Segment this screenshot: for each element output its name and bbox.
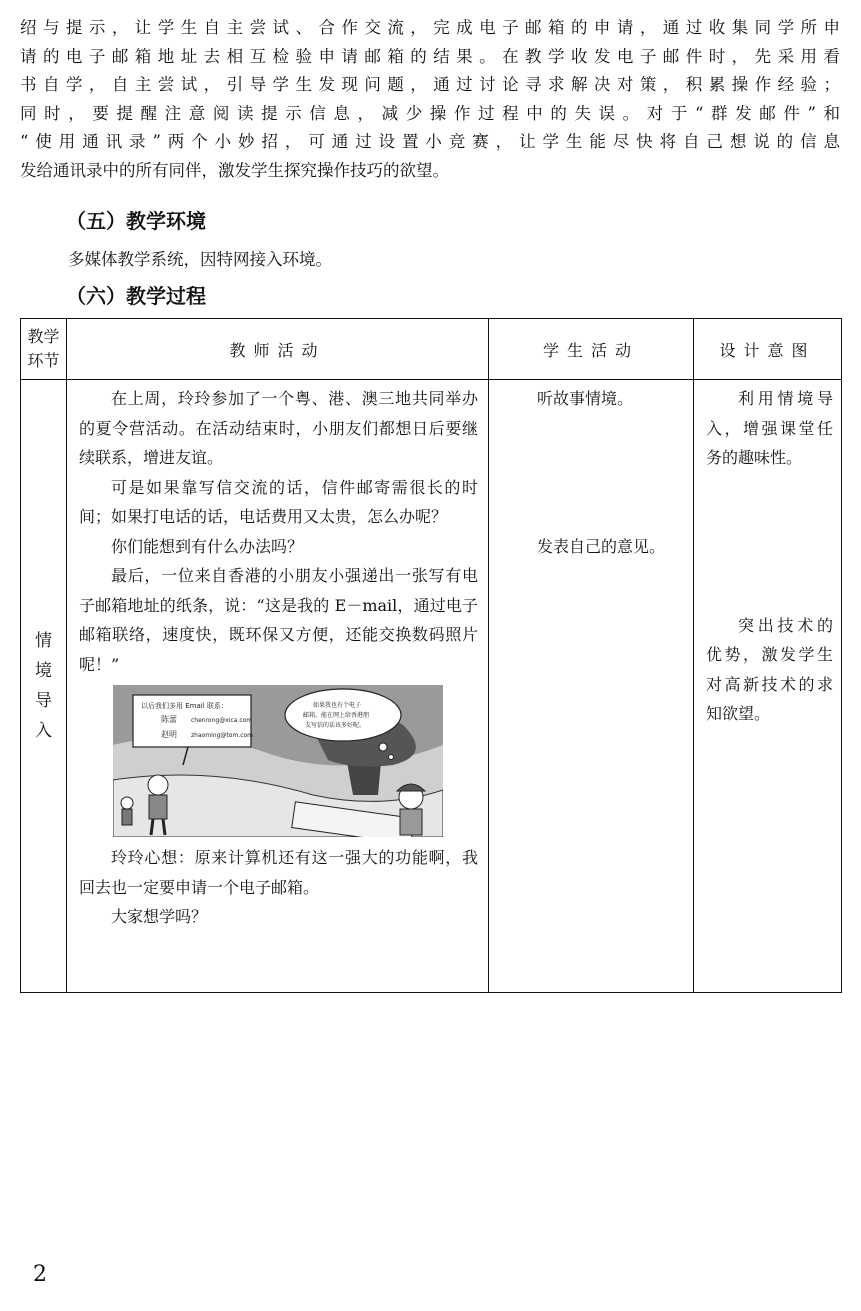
header-stage-line2: 环节 (27, 351, 60, 370)
comic-thought-line2: 邮箱，能在网上给香港朋 (303, 712, 370, 719)
student-activity-cell (489, 380, 694, 993)
teacher-paragraph-5: 玲玲心想：原来计算机还有这一强大的功能啊，我回去也一定要申请一个电子邮箱。 (79, 848, 478, 897)
comic-thought-line3: 友写信的话该多好呢。 (305, 722, 366, 729)
design-intent-cell (694, 380, 842, 993)
stage-cell (21, 380, 67, 993)
teacher-paragraph-1: 在上周，玲玲参加了一个粤、港、澳三地共同举办的夏令营活动。在活动结束时，小朋友们都想日后要继续联系，增进友谊。 (79, 389, 478, 467)
teacher-paragraph-6: 大家想学吗？ (111, 907, 208, 926)
environment-text: 多媒体教学系统，因特网接入环境。 (68, 250, 332, 269)
comic-child-right (397, 784, 425, 835)
header-student-activity: 学生活动 (489, 319, 694, 380)
intro-line-4: 同时，要提醒注意阅读提示信息，减少操作过程中的失误。对于“群发邮件”和 (20, 103, 840, 123)
stage-char-1: 情 (35, 631, 52, 651)
comic-name2: 赵明 (161, 730, 177, 739)
header-stage-line1: 教学 (27, 327, 60, 346)
table-row (21, 380, 842, 993)
intro-line-1: 绍与提示，让学生自主尝试、合作交流，完成电子邮箱的申请，通过收集同学所申 (20, 18, 840, 37)
stage-char-4: 入 (35, 721, 52, 741)
comic-thought-line1: 如果我也有个电子 (313, 702, 362, 709)
teacher-paragraph-3: 你们能想到有什么办法吗？ (111, 536, 304, 556)
header-stage (21, 319, 67, 380)
section-heading-process: （六）教学过程 (66, 284, 206, 308)
section-heading-environment: （五）教学环境 (66, 209, 206, 233)
comic-email2: zhaoming@tom.com (191, 732, 254, 739)
header-teacher-activity: 教师活动 (67, 319, 489, 380)
student-activity-2: 发表自己的意见。 (537, 536, 666, 556)
intro-line-2: 请的电子邮箱地址去相互检验申请邮箱的结果。在教学收发电子邮件时，先采用看 (20, 46, 840, 66)
stage-char-3: 导 (35, 691, 52, 711)
teacher-paragraph-4: 最后，一位来自香港的小朋友小强递出一张写有电子邮箱地址的纸条，说：“这是我的 E－mail，通过电子邮箱联络，速度快，既环保又方便，还能交换数码照片呢！” (79, 566, 478, 674)
comic-child-left-small (121, 797, 133, 825)
comic-thought-dot2 (389, 755, 394, 760)
page-number: 2 (33, 1262, 47, 1287)
comic-name1: 陈蕾 (161, 715, 177, 724)
comic-thought-dot1 (379, 743, 387, 751)
intro-line-5: “使用通讯录”两个小妙招，可通过设置小竞赛，让学生能尽快将自己想说的信息 (20, 132, 840, 151)
design-intent-1: 利用情境导入，增强课堂任务的趣味性。 (706, 389, 833, 467)
teaching-process-table (20, 318, 842, 993)
stage-char-2: 境 (35, 661, 52, 681)
student-activity-1: 听故事情境。 (537, 389, 634, 408)
teacher-activity-cell (67, 380, 489, 993)
design-intent-2: 突出技术的优势，激发学生对高新技术的求知欲望。 (706, 615, 833, 723)
comic-email1: chenrong@xica.com (191, 717, 253, 724)
intro-line-6: 发给通讯录中的所有同伴，激发学生探究操作技巧的欲望。 (20, 160, 449, 180)
comic-illustration (113, 685, 443, 837)
intro-paragraph (20, 14, 840, 185)
stage-label (35, 626, 53, 746)
intro-line-3: 书自学，自主尝试，引导学生发现问题，通过讨论寻求解决对策，积累操作经验； (20, 75, 840, 94)
teacher-paragraph-2: 可是如果靠写信交流的话，信件邮寄需很长的时间；如果打电话的话，电话费用又太贵，怎么办呢？ (79, 477, 478, 526)
table-header-row (21, 319, 842, 380)
comic-sign-title: 以后我们多用 Email 联系： (141, 702, 228, 710)
header-design-intent: 设计意图 (694, 319, 842, 380)
